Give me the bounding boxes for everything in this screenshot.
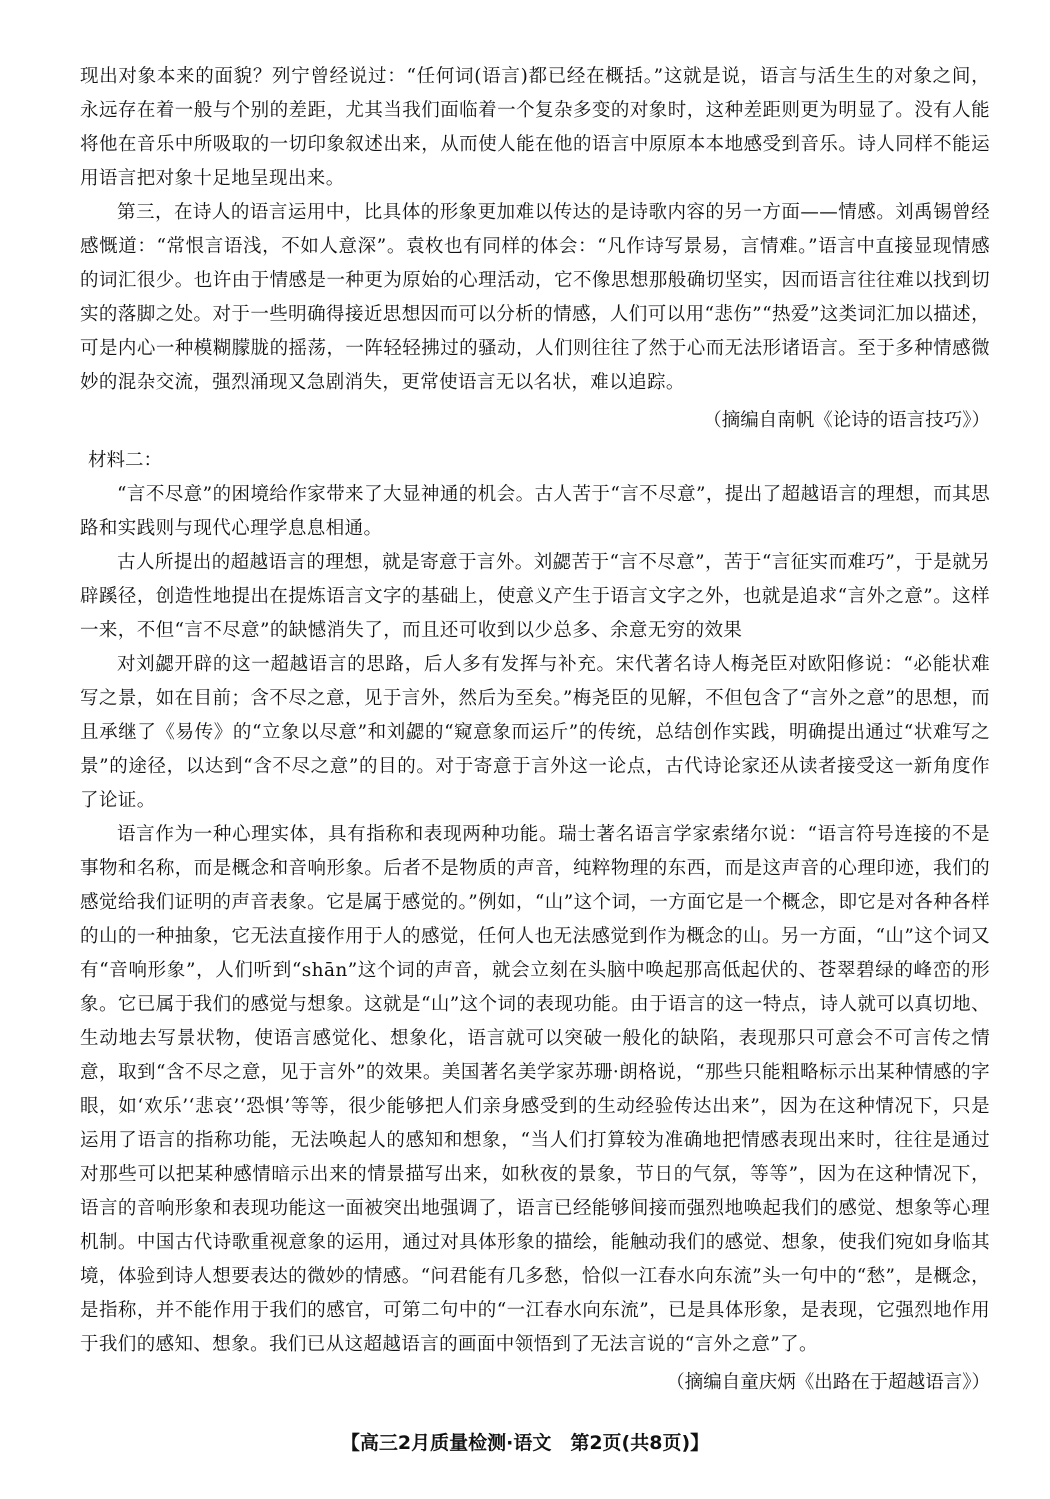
material2-paragraph-3: 对刘勰开辟的这一超越语言的思路，后人多有发挥与补充。宋代著名诗人梅尧臣对欧阳修说：“必能状难写之景，如在目前；含不尽之意，见于言外，然后为至矣。”梅尧臣的见解，不但包含了“言外之意”的思想，而且承继了《易传》的“立象以尽意”和刘勰的“窥意象而运斤”的传统，总结创作实践，明确提出通过“状难写之景”的途径，以达到“含不尽之意”的目的。对于寄意于言外这一论点，古代诗论家还从读者接受这一新角度作了论证。	[80, 654, 990, 811]
material2-paragraph-4: 语言作为一种心理实体，具有指称和表现两种功能。瑞士著名语言学家索绪尔说：“语言符号连接的不是事物和名称，而是概念和音响形象。后者不是物质的声音，纯粹物理的东西，而是这声音的心理印迹，我们的感觉给我们证明的声音表象。它是属于感觉的。”例如，“山”这个词，一方面它是一个概念，即它是对各种各样的山的一种抽象，它无法直接作用于人的感觉，任何人也无法感觉到作为概念的山。另一方面，“山”这个词又有“音响形象”，人们听到“shān”这个词的声音，就会立刻在头脑中唤起那高低起伏的、苍翠碧绿的峰峦的形象。它已属于我们的感觉与想象。这就是“山”这个词的表现功能。由于语言的这一特点，诗人就可以真切地、生动地去写景状物，使语言感觉化、想象化，语言就可以突破一般化的缺陷，表现那只可意会不可言传之情意，取到“含不尽之意，见于言外”的效果。美国著名美学家苏珊·朗格说，“那些只能粗略标示出某种情感的字眼，如‘欢乐’‘悲哀’‘恐惧’等等，很少能够把人们亲身感受到的生动经验传达出来”，因为在这种情况下，只是运用了语言的指称功能，无法唤起人的感知和想象，“当人们打算较为准确地把情感表现出来时，往往是通过对那些可以把某种感情暗示出来的情景描写出来，如秋夜的景象，节日的气氛，等等”，因为在这种情况下，语言的音响形象和表现功能这一面被突出地强调了，语言已经能够间接而强烈地唤起我们的感觉、想象等心理机制。中国古代诗歌重视意象的运用，通过对具体形象的描绘，能触动我们的感觉、想象，使我们宛如身临其境，体验到诗人想要表达的微妙的情感。“问君能有几多愁，恰似一江春水向东流”头一句中的“愁”，是概念，是指称，并不能作用于我们的感官，可第二句中的“一江春水向东流”，已是具体形象，是表现，它强烈地作用于我们的感知、想象。我们已从这超越语言的画面中领悟到了无法言说的“言外之意”了。	[80, 824, 990, 1355]
material1-paragraph-third: 第三，在诗人的语言运用中，比具体的形象更加难以传达的是诗歌内容的另一方面——情感。刘禹锡曾经感慨道：“常恨言语浅，不如人意深”。袁枚也有同样的体会：“凡作诗写景易，言情难。”语言中直接显现情感的词汇很少。也许由于情感是一种更为原始的心理活动，它不像思想那般确切坚实，因而语言往往难以找到切实的落脚之处。对于一些明确得接近思想因而可以分析的情感，人们可以用“悲伤”“热爱”这类词汇加以描述，可是内心一种模糊朦胧的摇荡，一阵轻轻拂过的骚动，人们则往往了然于心而无法形诸语言。至于多种情感微妙的混杂交流，强烈涌现又急剧消失，更常使语言无以名状，难以追踪。	[80, 202, 990, 393]
material2-paragraph-2: 古人所提出的超越语言的理想，就是寄意于言外。刘勰苦于“言不尽意”，苦于“言征实而难巧”，于是就另辟蹊径，创造性地提出在提炼语言文字的基础上，使意义产生于语言文字之外，也就是追求“言外之意”。这样一来，不但“言不尽意”的缺憾消失了，而且还可收到以少总多、余意无穷的效果	[80, 552, 990, 641]
material2-heading: 材料二：	[88, 450, 163, 471]
material1-paragraph-continued: 现出对象本来的面貌？列宁曾经说过：“任何词(语言)都已经在概括。”这就是说，语言与活生生的对象之间，永远存在着一般与个别的差距，尤其当我们面临着一个复杂多变的对象时，这种差距则更为明显了。没有人能将他在音乐中所吸取的一切印象叙述出来，从而使人能在他的语言中原原本本地感受到音乐。诗人同样不能运用语言把对象十足地呈现出来。	[80, 66, 990, 189]
material1-source: （摘编自南帆《论诗的语言技巧》）	[703, 410, 990, 431]
exam-page	[80, 60, 990, 1404]
material2-source: （摘编自童庆炳《出路在于超越语言》）	[666, 1372, 990, 1393]
material2-paragraph-1: “言不尽意”的困境给作家带来了大显神通的机会。古人苦于“言不尽意”，提出了超越语言的理想，而其思路和实践则与现代心理学息息相通。	[80, 484, 990, 539]
page-footer: 【高三2月质量检测·语文 第2页(共8页)】	[340, 1432, 710, 1454]
